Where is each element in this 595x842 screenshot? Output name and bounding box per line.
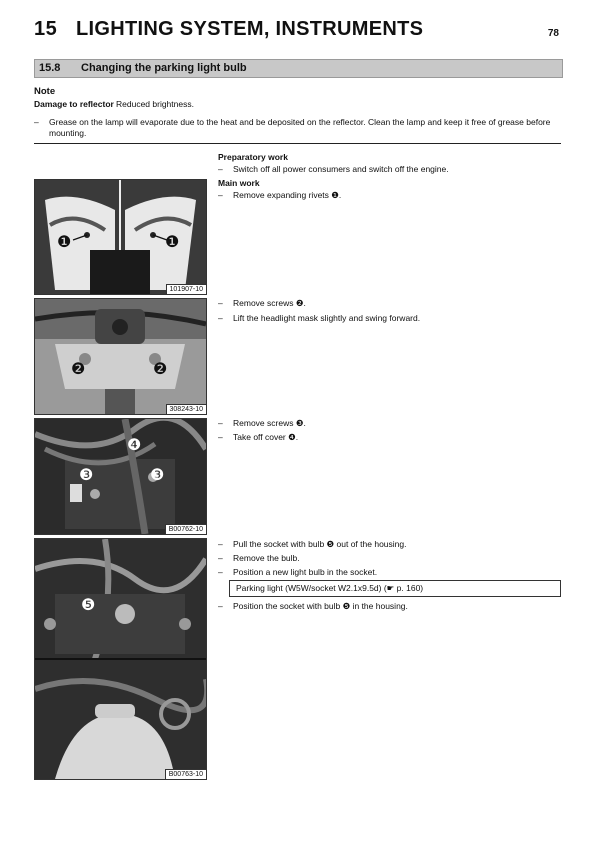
marker-3-left: ❸ xyxy=(79,467,94,484)
spec-box xyxy=(229,580,561,597)
chapter-number: 15 xyxy=(34,18,58,40)
marker-2-right: ❷ xyxy=(153,361,168,378)
marker-3-right: ❸ xyxy=(150,467,165,484)
section-header xyxy=(34,59,563,78)
step-8: Position a new light bulb in the socket. xyxy=(233,567,378,577)
figure-id: 308243-10 xyxy=(166,404,206,414)
figure-id: B00762-10 xyxy=(165,524,206,534)
step-3: Lift the headlight mask slightly and swing forward. xyxy=(233,313,421,323)
marker-5: ❺ xyxy=(81,597,96,614)
dash: – xyxy=(218,432,223,442)
page-number: 78 xyxy=(547,28,559,39)
step-6: Pull the socket with bulb ❺ out of the housing. xyxy=(233,539,407,549)
note-text: Grease on the lamp will evaporate due to the heat and be deposited on the reflector. Clean the lamp and keep it free of grease before mounting. xyxy=(49,117,551,138)
figure-4-photo xyxy=(34,538,207,780)
note-key: Damage to reflector xyxy=(34,99,114,109)
marker-2-left: ❷ xyxy=(71,361,86,378)
step-5: Take off cover ❹. xyxy=(233,432,299,442)
marker-1-right: ❶ xyxy=(165,234,180,251)
dash: – xyxy=(218,164,223,174)
dash: – xyxy=(218,539,223,549)
step-7: Remove the bulb. xyxy=(233,553,300,563)
chapter-title: LIGHTING SYSTEM, INSTRUMENTS xyxy=(76,18,424,40)
dash: – xyxy=(218,567,223,577)
dash: – xyxy=(218,601,223,611)
figure-3-photo xyxy=(34,418,207,535)
dash: – xyxy=(218,190,223,200)
figure-id: 101907-10 xyxy=(166,284,206,294)
main-heading: Main work xyxy=(218,178,260,188)
step-4: Remove screws ❸. xyxy=(233,418,306,428)
marker-1-left: ❶ xyxy=(57,234,72,251)
dash: – xyxy=(218,418,223,428)
note-dash: – xyxy=(34,117,39,127)
dash: – xyxy=(218,553,223,563)
note-value: Reduced brightness. xyxy=(116,99,194,109)
section-title: Changing the parking light bulb xyxy=(81,62,247,74)
step-1: Remove expanding rivets ❶. xyxy=(233,190,342,200)
note-heading: Note xyxy=(34,86,56,97)
divider xyxy=(34,143,561,144)
step-9: Position the socket with bulb ❺ in the housing. xyxy=(233,601,408,611)
figure-2-photo xyxy=(34,298,207,415)
step-2: Remove screws ❷. xyxy=(233,298,306,308)
dash: – xyxy=(218,298,223,308)
preparatory-heading: Preparatory work xyxy=(218,152,288,162)
section-number: 15.8 xyxy=(39,62,61,74)
dash: – xyxy=(218,313,223,323)
prep-step-1: Switch off all power consumers and switch off the engine. xyxy=(233,164,449,174)
figure-id: B00763-10 xyxy=(165,769,206,779)
figure-1-photo xyxy=(34,179,207,295)
marker-4: ❹ xyxy=(127,437,142,454)
spec-text: Parking light (W5W/socket W2.1x9.5d) (☛ p. 160) xyxy=(236,583,424,593)
